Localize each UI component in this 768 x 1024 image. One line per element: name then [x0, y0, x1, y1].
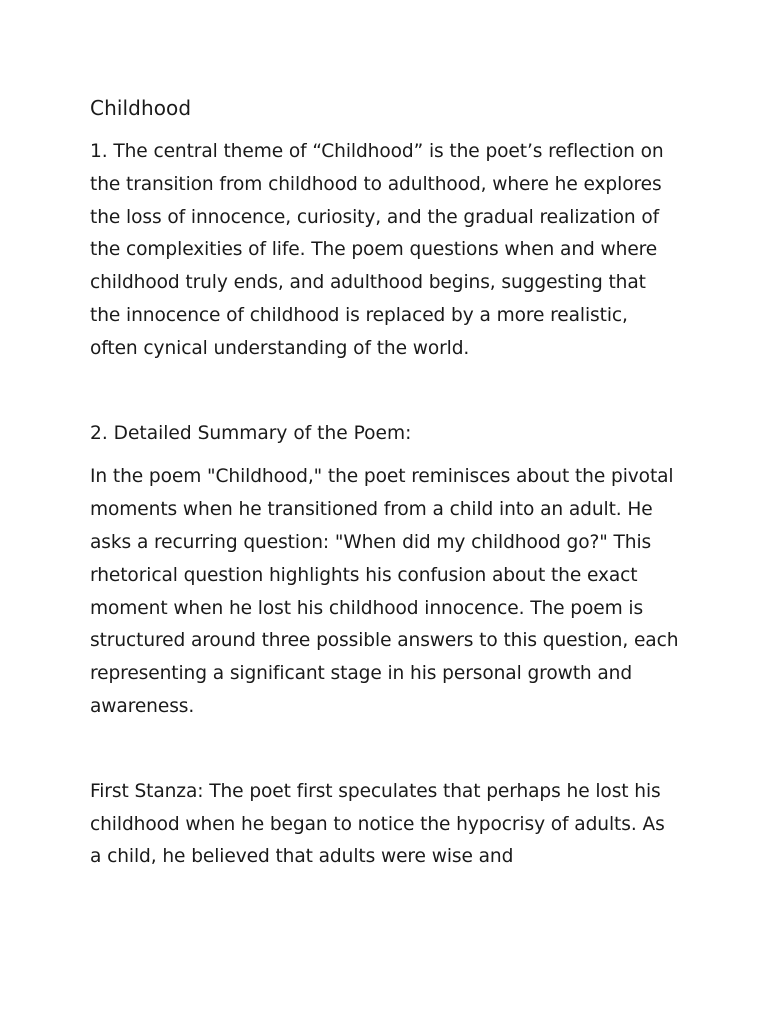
theme-paragraph: 1. The central theme of “Childhood” is the poet’s reflection on the transition from childhood to adulthood, where he explores the loss of innocence, curiosity, and the gradual realization of the complexities of life. The poem questions when and where childhood truly ends, and adulthood begins, suggesting that the innocence of childhood is replaced by a more realistic, often cynical understanding of the world. [90, 141, 664, 359]
paragraph-spacer [90, 724, 680, 776]
heading-spacer [90, 450, 680, 461]
first-stanza-paragraph: First Stanza: The poet first speculates that perhaps he lost his childhood when he began to notice the hypocrisy of adults. As a child, he believed that adults were wise and [90, 780, 665, 868]
document-title: Childhood [90, 96, 192, 120]
document-content [90, 92, 680, 874]
summary-heading: 2. Detailed Summary of the Poem: [90, 422, 412, 444]
summary-paragraph: In the poem "Childhood," the poet reminisces about the pivotal moments when he transitioned from a child into an adult. He asks a recurring question: "When did my childhood go?" This rhetorical question highlights his confusion about the exact moment when he lost his childhood innocence. The poem is structured around three possible answers to this question, each representing a significant stage in his personal growth and awareness. [90, 466, 679, 717]
paragraph-spacer [90, 366, 680, 418]
